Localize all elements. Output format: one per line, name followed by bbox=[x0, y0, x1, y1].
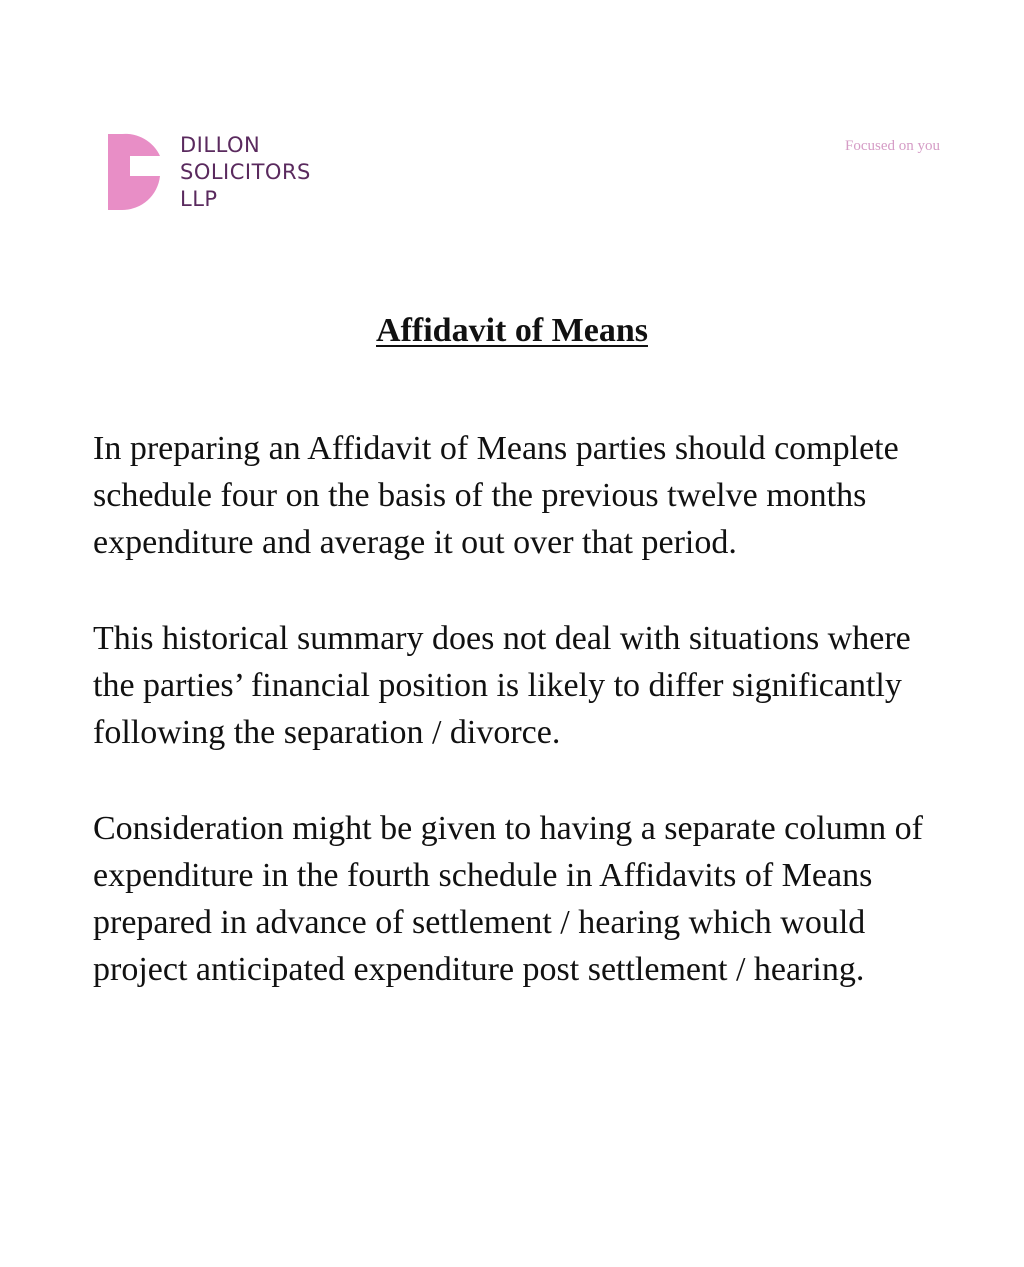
company-logo bbox=[108, 132, 378, 216]
logo-wordmark bbox=[180, 132, 311, 213]
paragraph-2: This historical summary does not deal with situations where the parties’ financial position is likely to differ significantly following the separation / divorce. bbox=[93, 620, 911, 751]
tagline: Focused on you bbox=[845, 138, 940, 154]
paragraph-1: In preparing an Affidavit of Means parties should complete schedule four on the basis of the previous twelve months expenditure and average it out over that period. bbox=[93, 430, 899, 561]
document-title: Affidavit of Means bbox=[376, 312, 648, 349]
logo-mark-icon bbox=[108, 132, 168, 212]
document-title-wrapper bbox=[0, 312, 1024, 350]
logo-line-2: SOLICITORS bbox=[180, 160, 311, 184]
paragraph-3: Consideration might be given to having a separate column of expenditure in the fourth schedule in Affidavits of Means prepared in advance of settlement / hearing which would project anticipated expenditure post settlement / hearing. bbox=[93, 810, 923, 988]
logo-line-3: LLP bbox=[180, 187, 218, 211]
logo-line-1: DILLON bbox=[180, 133, 261, 157]
document-body bbox=[93, 425, 943, 1042]
letterhead bbox=[108, 132, 948, 216]
